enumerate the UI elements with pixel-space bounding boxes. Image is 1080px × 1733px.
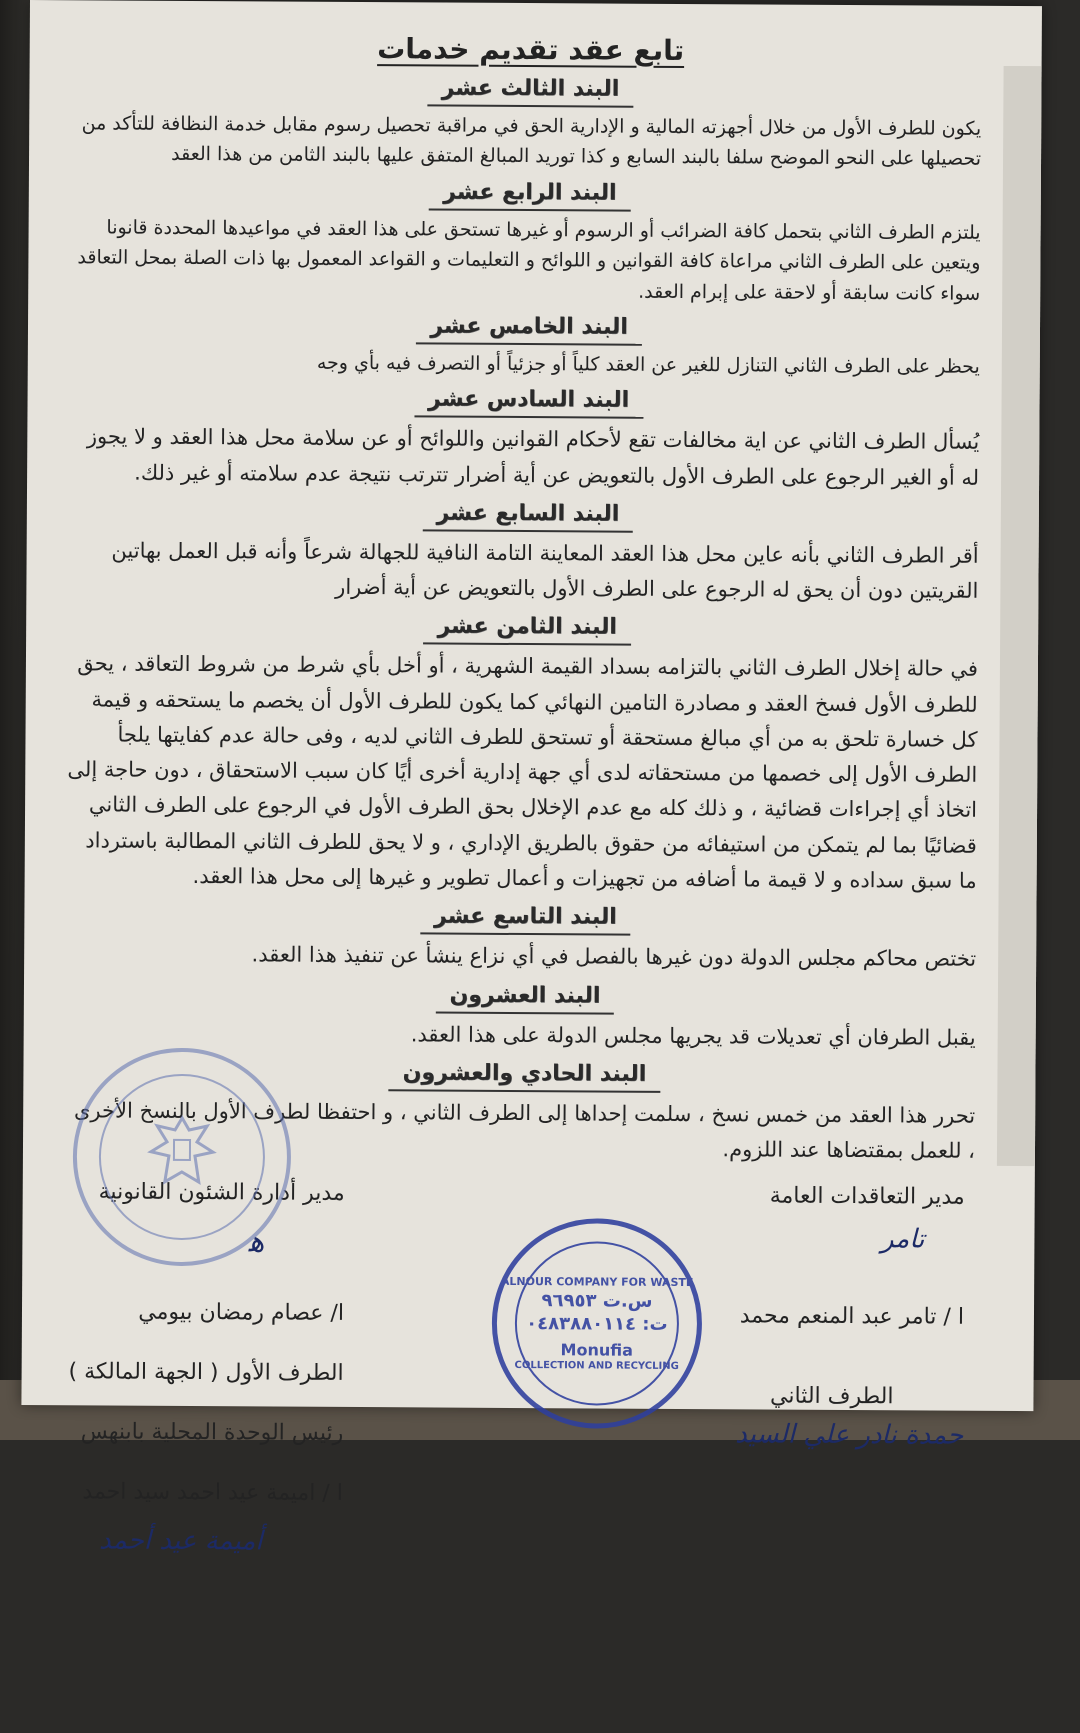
clause-text: تحرر هذا العقد من خمس نسخ ، سلمت إحداها إلى الطرف الثاني ، و احتفظا لطرف الأول بالنسخ الأخرى ، للعمل بمقتضاها عند اللزوم.	[73, 1098, 976, 1163]
company-stamp	[491, 1218, 702, 1429]
stamp-ring	[514, 1241, 679, 1406]
stamp-company-name: ALNOUR COMPANY FOR WASTE	[500, 1274, 694, 1289]
local-unit-head-title: رئيس الوحدة المحلية بابنهس	[80, 1419, 344, 1447]
second-party-signature: حمدة نادر علي السيد	[735, 1419, 964, 1452]
clause-text: يحظر على الطرف الثاني التنازل للغير عن العقد كلياً أو جزئياً أو التصرف فيه بأي وجه	[316, 351, 980, 378]
clause-heading: البند الرابع عشر	[429, 179, 630, 211]
clause-14	[68, 177, 991, 309]
clause-heading: البند الثامن عشر	[423, 614, 631, 646]
local-unit-head-signature: أميمة عيد أحمد	[99, 1525, 263, 1557]
clause-text: يكون للطرف الأول من خلال أجهزته المالية و الإدارية الحق في مراقبة تحصيل رسوم مقابل خدمة النظافة للتأكد من تحصيلها على النحو الموضح سلفا بالبند السابع و كذا توريد المبالغ المتفق عليها بالبند الثامن من هذا العقد	[81, 112, 982, 171]
clause-18	[65, 612, 989, 899]
clause-text: يقبل الطرفان أي تعديلات قد يجريها مجلس الدولة على هذا العقد.	[410, 1021, 976, 1050]
clause-text: يلتزم الطرف الثاني بتحمل كافة الضرائب أو الرسوم أو غيرها تستحق على هذا العقد في مواعيدها المحددة قانونا ويتعين على الطرف الثاني مراعاة كافة القوانين و اللوائح و التعليمات و القواعد المعمول بها ذات الصلة بمحل التعاقد سواء كانت سابقة أو لاحقة على إبرام العقد.	[77, 216, 981, 305]
stamp-phone: ت: ٠٤٨٣٨٨٠١١٤	[526, 1313, 668, 1336]
local-unit-head-name: ا / اميمة عيد احمد سيد احمد	[82, 1479, 343, 1507]
clause-16	[67, 385, 990, 496]
contract-page	[21, 0, 1042, 1557]
clause-text: يُسأل الطرف الثاني عن اية مخالفات تقع لأحكام القوانين واللوائح أو عن سلامة محل هذا العقد و لا يجوز له أو الغير الرجوع على الطرف الأول بالتعويض عن أية أضرار تترتب نتيجة عدم سلامته أو غير ذلك.	[86, 424, 980, 490]
stamp-registry-number: س.ت ٩٦٩٥٣	[541, 1290, 653, 1312]
legal-affairs-manager-title: مدير أدارة الشئون القانونية	[98, 1179, 345, 1207]
clause-heading: البند السابع عشر	[422, 500, 633, 532]
contracts-manager-name: ا / تامر عبد المنعم محمد	[739, 1303, 965, 1331]
clause-heading: البند التاسع عشر	[420, 904, 631, 936]
clause-heading: البند الخامس عشر	[416, 313, 642, 345]
contracts-manager-title: مدير التعاقدات العامة	[769, 1183, 965, 1211]
clause-13	[69, 73, 992, 174]
stamp-activity: COLLECTION AND RECYCLING	[514, 1359, 679, 1372]
clause-heading: البند الحادي والعشرون	[389, 1060, 661, 1093]
clause-text: تختص محاكم مجلس الدولة دون غيرها بالفصل في أي نزاع ينشأ عن تنفيذ هذا العقد.	[251, 942, 977, 972]
clause-17	[66, 498, 989, 609]
eagle-emblem-icon	[147, 1112, 217, 1192]
contract-body	[59, 20, 991, 1733]
clause-text: أقر الطرف الثاني بأنه عاين محل هذا العقد المعاينة التامة النافية للجهالة شرعاً وأنه قبل العمل بهاتين القريتين دون أن يحق له الرجوع على الطرف الأول بالتعويض عن أية أضرار	[111, 538, 979, 603]
clause-heading: البند الثالث عشر	[428, 75, 634, 107]
legal-manager-signature-mark: ﻫ	[248, 1224, 265, 1260]
clause-heading: البند السادس عشر	[414, 387, 643, 419]
page-underneath	[997, 66, 1042, 1166]
clause-19	[64, 901, 986, 977]
second-party-label: الطرف الثاني	[769, 1383, 894, 1410]
clause-heading: البند العشرون	[435, 982, 614, 1014]
stamp-region: Monufia	[560, 1340, 634, 1360]
clause-20	[64, 980, 986, 1056]
document-title: تابع عقد تقديم خدمات	[377, 32, 685, 67]
legal-affairs-manager-name: ا/ عصام رمضان بيومي	[138, 1300, 345, 1327]
first-party-label: الطرف الأول ( الجهة المالكة )	[68, 1359, 344, 1387]
clause-15	[68, 311, 990, 382]
handwritten-title-signature: تامر	[880, 1224, 925, 1255]
signature-area	[59, 1168, 984, 1733]
clause-text: في حالة إخلال الطرف الثاني بالتزامه بسداد القيمة الشهرية ، أو أخل بأي شرط من شروط التعاقد ، يحق للطرف الأول فسخ العقد و مصادرة التامين النهائي كما يكون للطرف الأول أن يخصم ما يستحقه و قيمة كل خسارة تلحق به من أي مبالغ مستحقة أو تستحق للطرف الثاني لديه ، وفى حالة عدم كفايتها يلجأ الطرف الأول إلى خصمها من مستحقاته لدى أي جهة إدارية أخرى أيًا كان سبب الاستحقاق ، دون حاجة إلى اتخاذ أي إجراءات قضائية ، و ذلك كله مع عدم الإخلال بحق الطرف الأول في الرجوع على الطرف الثاني قضائيًا بما لم يتمكن من استيفائه من حقوق بالطريق الإداري ، و لا يحق للطرف الثاني المطالبة باسترداد ما سبق سداده و لا قيمة ما أضافه من تجهيزات و أعمال تطوير و غيرها إلى محل هذا العقد.	[67, 651, 979, 893]
governorate-seal	[72, 1048, 291, 1267]
